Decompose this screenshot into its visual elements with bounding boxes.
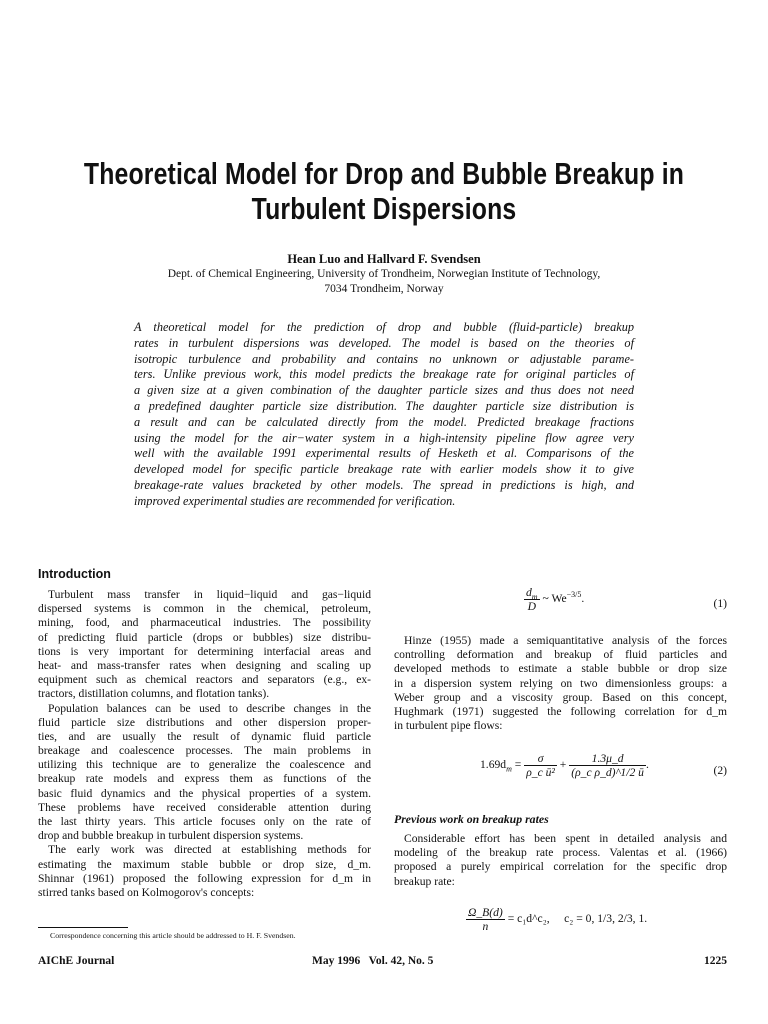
body-text-line: in turbulent pipe flows: bbox=[394, 719, 503, 733]
body-text-line: of predicting fluid particle (drops or bubbles) size distribu- bbox=[38, 630, 371, 644]
body-text-line: ties, and are usually the result of dynamic fluid particle bbox=[38, 729, 371, 743]
eq1-denominator: D bbox=[527, 600, 536, 613]
body-text-line: stirred tanks based on Kolmogorov's concepts: bbox=[38, 885, 255, 899]
eq2-term-2-num: 1.3μ_d bbox=[591, 752, 624, 765]
affiliation bbox=[0, 267, 768, 297]
abstract-line: using the model for the air−water system in a high-intensity pipeline flow agree very bbox=[134, 430, 634, 445]
body-text-line: breakup rate: bbox=[394, 874, 455, 888]
eq3-denominator: n bbox=[482, 920, 489, 933]
body-text-line: Turbulent mass transfer in liquid−liquid and gas−liquid bbox=[48, 588, 371, 601]
eq3-numerator: Ω_B(d) bbox=[468, 906, 503, 919]
body-text-line: The early work was directed at establishing methods for bbox=[48, 843, 371, 857]
eq2-term-1 bbox=[524, 752, 557, 779]
body-text-line: tions is very important for determining interfacial areas and bbox=[38, 644, 371, 658]
abstract-line: A theoretical model for the prediction of drop and bubble (fluid-particle) breakup bbox=[134, 320, 634, 334]
abstract-line: a predefined daughter particle size distribution. The daughter particle size distribution is bbox=[134, 398, 634, 413]
subsection-heading: Previous work on breakup rates bbox=[394, 812, 549, 826]
affiliation-line-1: Dept. of Chemical Engineering, University of Trondheim, Norwegian Institute of Technology, bbox=[167, 268, 601, 280]
body-text-line: developed methods to estimate a stable bubble or drop size bbox=[394, 662, 727, 676]
abstract-line: ters. Unlike previous work, this model predicts the breakage rate for original particles of bbox=[134, 367, 634, 382]
footer-page: 1225 bbox=[704, 955, 727, 967]
abstract-line: rates in turbulent dispersions was developed. The model is based on the theories of bbox=[134, 335, 634, 350]
equation-3 bbox=[466, 906, 647, 933]
eq1-rhs: ~ $We^{-3/5}$. bbox=[542, 590, 585, 606]
breakup-paragraph bbox=[394, 832, 727, 889]
body-text-line: in a dispersion system relying on two dimensionless groups: a bbox=[394, 676, 727, 690]
body-text-line: Hinze (1955) made a semiquantitative analysis of the forces bbox=[404, 634, 727, 647]
article-title bbox=[77, 156, 691, 226]
abstract-line: well with the available 1991 experimental results of Hesketh et al. Comparisons of the bbox=[134, 446, 634, 461]
body-text-line: breakage and coalescence processes. The main problems in bbox=[38, 744, 371, 758]
eq3-rhs: = c₁d^c₂, bbox=[507, 912, 550, 926]
body-text-line: the last thirty years. This article focuses only on the rate of bbox=[38, 815, 371, 828]
eq2-term-2 bbox=[569, 752, 646, 779]
body-text-line: heat- and mass-transfer rates when designing and scaling up bbox=[38, 658, 371, 672]
eq1-numerator: d bbox=[526, 586, 532, 599]
body-text-line: controlling deformation and breakup of fluid particles and bbox=[394, 648, 727, 662]
eq3-condition: c₂ = 0, 1/3, 2/3, 1. bbox=[564, 912, 648, 926]
body-text-line: tractors, distillation columns, and flotation tanks). bbox=[38, 687, 270, 701]
affiliation-line-2: 7034 Trondheim, Norway bbox=[324, 283, 444, 295]
body-text-line: dispersed systems is common in the chemical, petroleum, bbox=[38, 602, 371, 616]
body-text-line: These problems have received considerable attention during bbox=[38, 800, 371, 814]
abstract-line: a result and can be calculated directly from the model. Predicted breakage fractions bbox=[134, 414, 634, 429]
equation-2-number: (2) bbox=[713, 764, 727, 777]
eq3-fraction bbox=[466, 906, 505, 933]
authors: Hean Luo and Hallvard F. Svendsen bbox=[287, 252, 481, 266]
body-text-line: Weber group and a viscosity group. Based on this concept, bbox=[394, 690, 727, 704]
equation-1-number: (1) bbox=[713, 597, 727, 610]
equation-2: $1.69d_m$ = $\frac{\sigma}{\text{ρ\_c ū²}}$ + $\frac{1.3\mu\_d}{\text{(ρ\_c ρ\_d)\textasciicircum{}1/2 ū}}$ . bbox=[480, 752, 649, 779]
abstract-line: breakage-rate values bracketed by other models. The spread in predictions is high, and bbox=[134, 477, 634, 492]
title-line-2: Turbulent Dispersions bbox=[251, 191, 517, 226]
body-text-line: breakup rate models and express them as functions of the bbox=[38, 772, 371, 786]
title-line-1: Theoretical Model for Drop and Bubble Breakup in bbox=[83, 156, 685, 191]
body-text-line: modeling of the breakup rate process. Valentas et al. (1966) bbox=[394, 846, 727, 860]
body-text-line: Considerable effort has been spent in detailed analysis and bbox=[404, 832, 727, 845]
abstract-line: isotropic turbulence and probability and contains no unknown or adjustable parame- bbox=[134, 351, 634, 366]
equation-1 bbox=[524, 586, 584, 613]
abstract-line: developed model for specific particle breakage rate with earlier models show it to give bbox=[134, 462, 634, 477]
body-text-line: basic fluid dynamics and the physical properties of a system. bbox=[38, 786, 371, 800]
body-text-line: estimating the maximum stable bubble or drop size, d_m. bbox=[38, 857, 371, 871]
abstract-line: improved experimental studies are recommended for verification. bbox=[134, 493, 456, 508]
footnote-rule bbox=[38, 927, 128, 928]
body-text-line: mining, food, and pharmaceutical industries. The possibility bbox=[38, 616, 371, 630]
body-text-line: drop and bubble breakup in turbulent dispersion systems. bbox=[38, 829, 304, 843]
eq2-term-2-den: (ρ_c ρ_d)^1/2 ū bbox=[571, 766, 644, 779]
hinze-paragraph bbox=[394, 634, 727, 733]
eq2-term-1-num: σ bbox=[537, 752, 544, 765]
footer-journal: AIChE Journal bbox=[38, 955, 115, 967]
abstract-line: a given size at a given combination of the daughter particle sizes and thus does not need bbox=[134, 383, 634, 398]
footnote: Correspondence concerning this article should be addressed to H. F. Svendsen. bbox=[50, 931, 296, 940]
introduction-text bbox=[38, 588, 371, 900]
eq1-fraction bbox=[524, 586, 540, 613]
body-text-line: fluid particle size distributions and other dispersion proper- bbox=[38, 715, 371, 729]
eq2-term-1-den: ρ_c ū² bbox=[526, 766, 555, 779]
introduction-heading: Introduction bbox=[38, 567, 111, 581]
body-text-line: proposed a purely empirical correlation for the specific drop bbox=[394, 860, 727, 874]
eq1-numerator-sub: m bbox=[531, 592, 538, 602]
body-text-line: Shinnar (1961) proposed the following expression for d_m in bbox=[38, 871, 371, 885]
body-text-line: Population balances can be used to describe changes in the bbox=[48, 701, 371, 715]
eq2-coef: $1.69d_m$ = bbox=[480, 758, 522, 774]
abstract bbox=[134, 320, 634, 510]
body-text-line: utilizing this technique are to generalize the coalescence and bbox=[38, 758, 371, 772]
body-text-line: Hughmark (1971) suggested the following correlation for d_m bbox=[394, 704, 727, 718]
body-text-line: equipment such as chemical reactors and separators (e.g., ex- bbox=[38, 673, 371, 687]
footer-issue: May 1996 Vol. 42, No. 5 bbox=[312, 955, 434, 967]
